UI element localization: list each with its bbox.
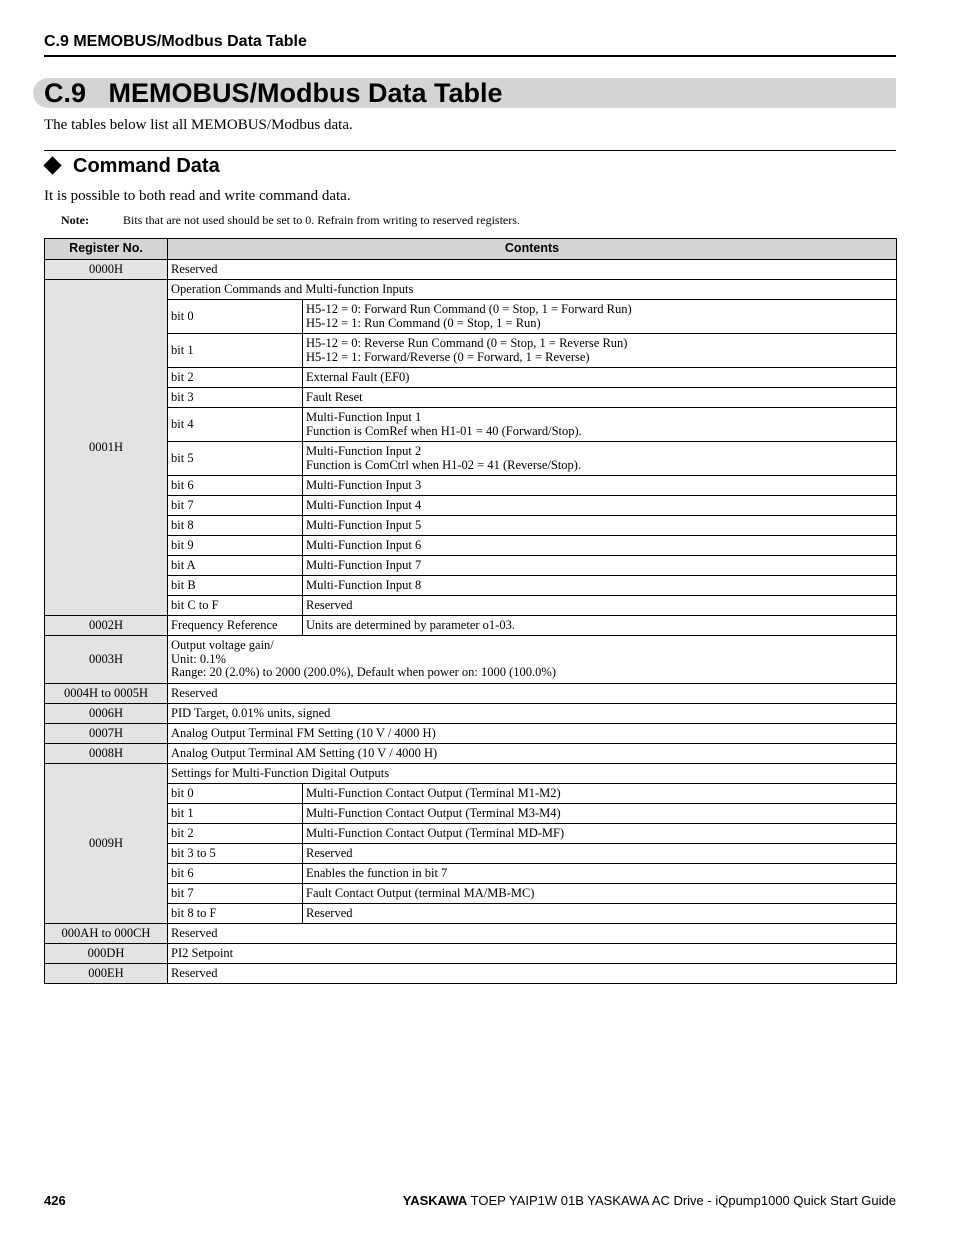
table-row bbox=[45, 684, 897, 704]
table-row bbox=[45, 824, 897, 844]
contents-cell: PI2 Setpoint bbox=[168, 944, 897, 964]
bit-cell: bit 9 bbox=[168, 536, 303, 556]
note-text: Bits that are not used should be set to 0. Refrain from writing to reserved registers. bbox=[123, 213, 520, 227]
register-cell: 0000H bbox=[45, 260, 168, 280]
table-row bbox=[45, 442, 897, 476]
diamond-icon bbox=[43, 157, 61, 175]
register-cell: 0003H bbox=[45, 636, 168, 684]
table-row bbox=[45, 516, 897, 536]
register-cell: 0002H bbox=[45, 616, 168, 636]
contents-cell: Reserved bbox=[168, 964, 897, 984]
table-row bbox=[45, 724, 897, 744]
register-cell: 000EH bbox=[45, 964, 168, 984]
bit-cell: bit 4 bbox=[168, 408, 303, 442]
register-cell: 000DH bbox=[45, 944, 168, 964]
register-cell: 0007H bbox=[45, 724, 168, 744]
bit-description-cell: Fault Reset bbox=[303, 388, 897, 408]
register-cell: 000AH to 000CH bbox=[45, 924, 168, 944]
table-row bbox=[45, 964, 897, 984]
table-row bbox=[45, 280, 897, 300]
table-row bbox=[45, 904, 897, 924]
footer-doc-title: TOEP YAIP1W 01B YASKAWA AC Drive - iQpump1000 Quick Start Guide bbox=[470, 1193, 896, 1208]
intro-text: The tables below list all MEMOBUS/Modbus data. bbox=[44, 117, 353, 133]
table-row bbox=[45, 704, 897, 724]
footer-doc-info bbox=[403, 1193, 896, 1208]
subsection-title: Command Data bbox=[73, 155, 220, 177]
table-row bbox=[45, 636, 897, 684]
table-row bbox=[45, 844, 897, 864]
bit-description-cell: Multi-Function Contact Output (Terminal M1-M2) bbox=[303, 784, 897, 804]
bit-cell: bit 1 bbox=[168, 334, 303, 368]
header-register-no: Register No. bbox=[45, 239, 168, 260]
bit-cell: bit 5 bbox=[168, 442, 303, 476]
bit-cell: bit 8 bbox=[168, 516, 303, 536]
contents-cell: Analog Output Terminal FM Setting (10 V / 4000 H) bbox=[168, 724, 897, 744]
bit-description-cell: Multi-Function Input 3 bbox=[303, 476, 897, 496]
header-contents: Contents bbox=[168, 239, 897, 260]
register-cell: 0009H bbox=[45, 764, 168, 924]
bit-description-cell: Reserved bbox=[303, 904, 897, 924]
bit-cell: bit 2 bbox=[168, 368, 303, 388]
bit-description-cell: Enables the function in bit 7 bbox=[303, 864, 897, 884]
register-cell: 0004H to 0005H bbox=[45, 684, 168, 704]
table-row bbox=[45, 260, 897, 280]
note bbox=[61, 213, 520, 228]
table-row bbox=[45, 300, 897, 334]
running-head: C.9 MEMOBUS/Modbus Data Table bbox=[44, 33, 307, 50]
table-row bbox=[45, 884, 897, 904]
bit-cell: bit 8 to F bbox=[168, 904, 303, 924]
label-cell: Frequency Reference bbox=[168, 616, 303, 636]
subsection-rule bbox=[44, 150, 896, 151]
table-row bbox=[45, 334, 897, 368]
section-title: C.9 MEMOBUS/Modbus Data Table bbox=[44, 78, 503, 108]
table-row bbox=[45, 744, 897, 764]
footer-brand: YASKAWA bbox=[402, 1193, 468, 1208]
command-data-table bbox=[44, 238, 897, 984]
bit-cell: bit 6 bbox=[168, 864, 303, 884]
bit-cell: bit 3 bbox=[168, 388, 303, 408]
bit-description-cell: Multi-Function Input 5 bbox=[303, 516, 897, 536]
table-row bbox=[45, 368, 897, 388]
contents-cell: Reserved bbox=[168, 684, 897, 704]
bit-description-cell: Multi-Function Input 1 Function is ComRef when H1-01 = 40 (Forward/Stop). bbox=[303, 408, 897, 442]
register-cell: 0006H bbox=[45, 704, 168, 724]
table-row bbox=[45, 864, 897, 884]
bit-description-cell: Multi-Function Input 8 bbox=[303, 576, 897, 596]
contents-cell: Analog Output Terminal AM Setting (10 V / 4000 H) bbox=[168, 744, 897, 764]
bit-cell: bit 7 bbox=[168, 496, 303, 516]
bit-description-cell: Multi-Function Input 6 bbox=[303, 536, 897, 556]
bit-description-cell: H5-12 = 0: Forward Run Command (0 = Stop, 1 = Forward Run) H5-12 = 1: Run Command (0 = Stop, 1 = Run) bbox=[303, 300, 897, 334]
header-rule bbox=[44, 55, 896, 57]
bit-cell: bit 0 bbox=[168, 300, 303, 334]
table-row bbox=[45, 536, 897, 556]
bit-cell: bit 3 to 5 bbox=[168, 844, 303, 864]
table-row bbox=[45, 924, 897, 944]
bit-cell: bit 2 bbox=[168, 824, 303, 844]
table-row bbox=[45, 596, 897, 616]
contents-title-cell: Operation Commands and Multi-function Inputs bbox=[168, 280, 897, 300]
table-row bbox=[45, 388, 897, 408]
table-row bbox=[45, 764, 897, 784]
register-cell: 0008H bbox=[45, 744, 168, 764]
table-row bbox=[45, 784, 897, 804]
contents-cell: Reserved bbox=[168, 260, 897, 280]
bit-cell: bit B bbox=[168, 576, 303, 596]
bit-description-cell: Reserved bbox=[303, 844, 897, 864]
note-label: Note: bbox=[61, 213, 89, 227]
table-row bbox=[45, 576, 897, 596]
bit-description-cell: Reserved bbox=[303, 596, 897, 616]
table-row bbox=[45, 556, 897, 576]
contents-title-cell: Settings for Multi-Function Digital Outputs bbox=[168, 764, 897, 784]
contents-cell: Reserved bbox=[168, 924, 897, 944]
register-cell: 0001H bbox=[45, 280, 168, 616]
bit-cell: bit 6 bbox=[168, 476, 303, 496]
table-row bbox=[45, 476, 897, 496]
bit-description-cell: Fault Contact Output (terminal MA/MB-MC) bbox=[303, 884, 897, 904]
bit-description-cell: Multi-Function Contact Output (Terminal M3-M4) bbox=[303, 804, 897, 824]
bit-description-cell: External Fault (EF0) bbox=[303, 368, 897, 388]
bit-description-cell: Multi-Function Input 4 bbox=[303, 496, 897, 516]
bit-cell: bit A bbox=[168, 556, 303, 576]
bit-cell: bit 7 bbox=[168, 884, 303, 904]
table-row bbox=[45, 804, 897, 824]
bit-cell: bit C to F bbox=[168, 596, 303, 616]
contents-cell: Units are determined by parameter o1-03. bbox=[303, 616, 897, 636]
table-row bbox=[45, 944, 897, 964]
contents-cell: Output voltage gain/ Unit: 0.1% Range: 20 (2.0%) to 2000 (200.0%), Default when power on: 1000 (100.0%) bbox=[168, 636, 897, 684]
table-row bbox=[45, 496, 897, 516]
bit-description-cell: Multi-Function Contact Output (Terminal MD-MF) bbox=[303, 824, 897, 844]
table-header-row bbox=[45, 239, 897, 260]
table-row bbox=[45, 616, 897, 636]
bit-description-cell: Multi-Function Input 2 Function is ComCtrl when H1-02 = 41 (Reverse/Stop). bbox=[303, 442, 897, 476]
bit-cell: bit 1 bbox=[168, 804, 303, 824]
page-number: 426 bbox=[44, 1193, 66, 1208]
bit-description-cell: Multi-Function Input 7 bbox=[303, 556, 897, 576]
table-row bbox=[45, 408, 897, 442]
contents-cell: PID Target, 0.01% units, signed bbox=[168, 704, 897, 724]
body-text: It is possible to both read and write command data. bbox=[44, 188, 351, 204]
subsection-heading bbox=[42, 154, 220, 178]
bit-description-cell: H5-12 = 0: Reverse Run Command (0 = Stop, 1 = Reverse Run) H5-12 = 1: Forward/Reverse (0 = Forward, 1 = Reverse) bbox=[303, 334, 897, 368]
bit-cell: bit 0 bbox=[168, 784, 303, 804]
